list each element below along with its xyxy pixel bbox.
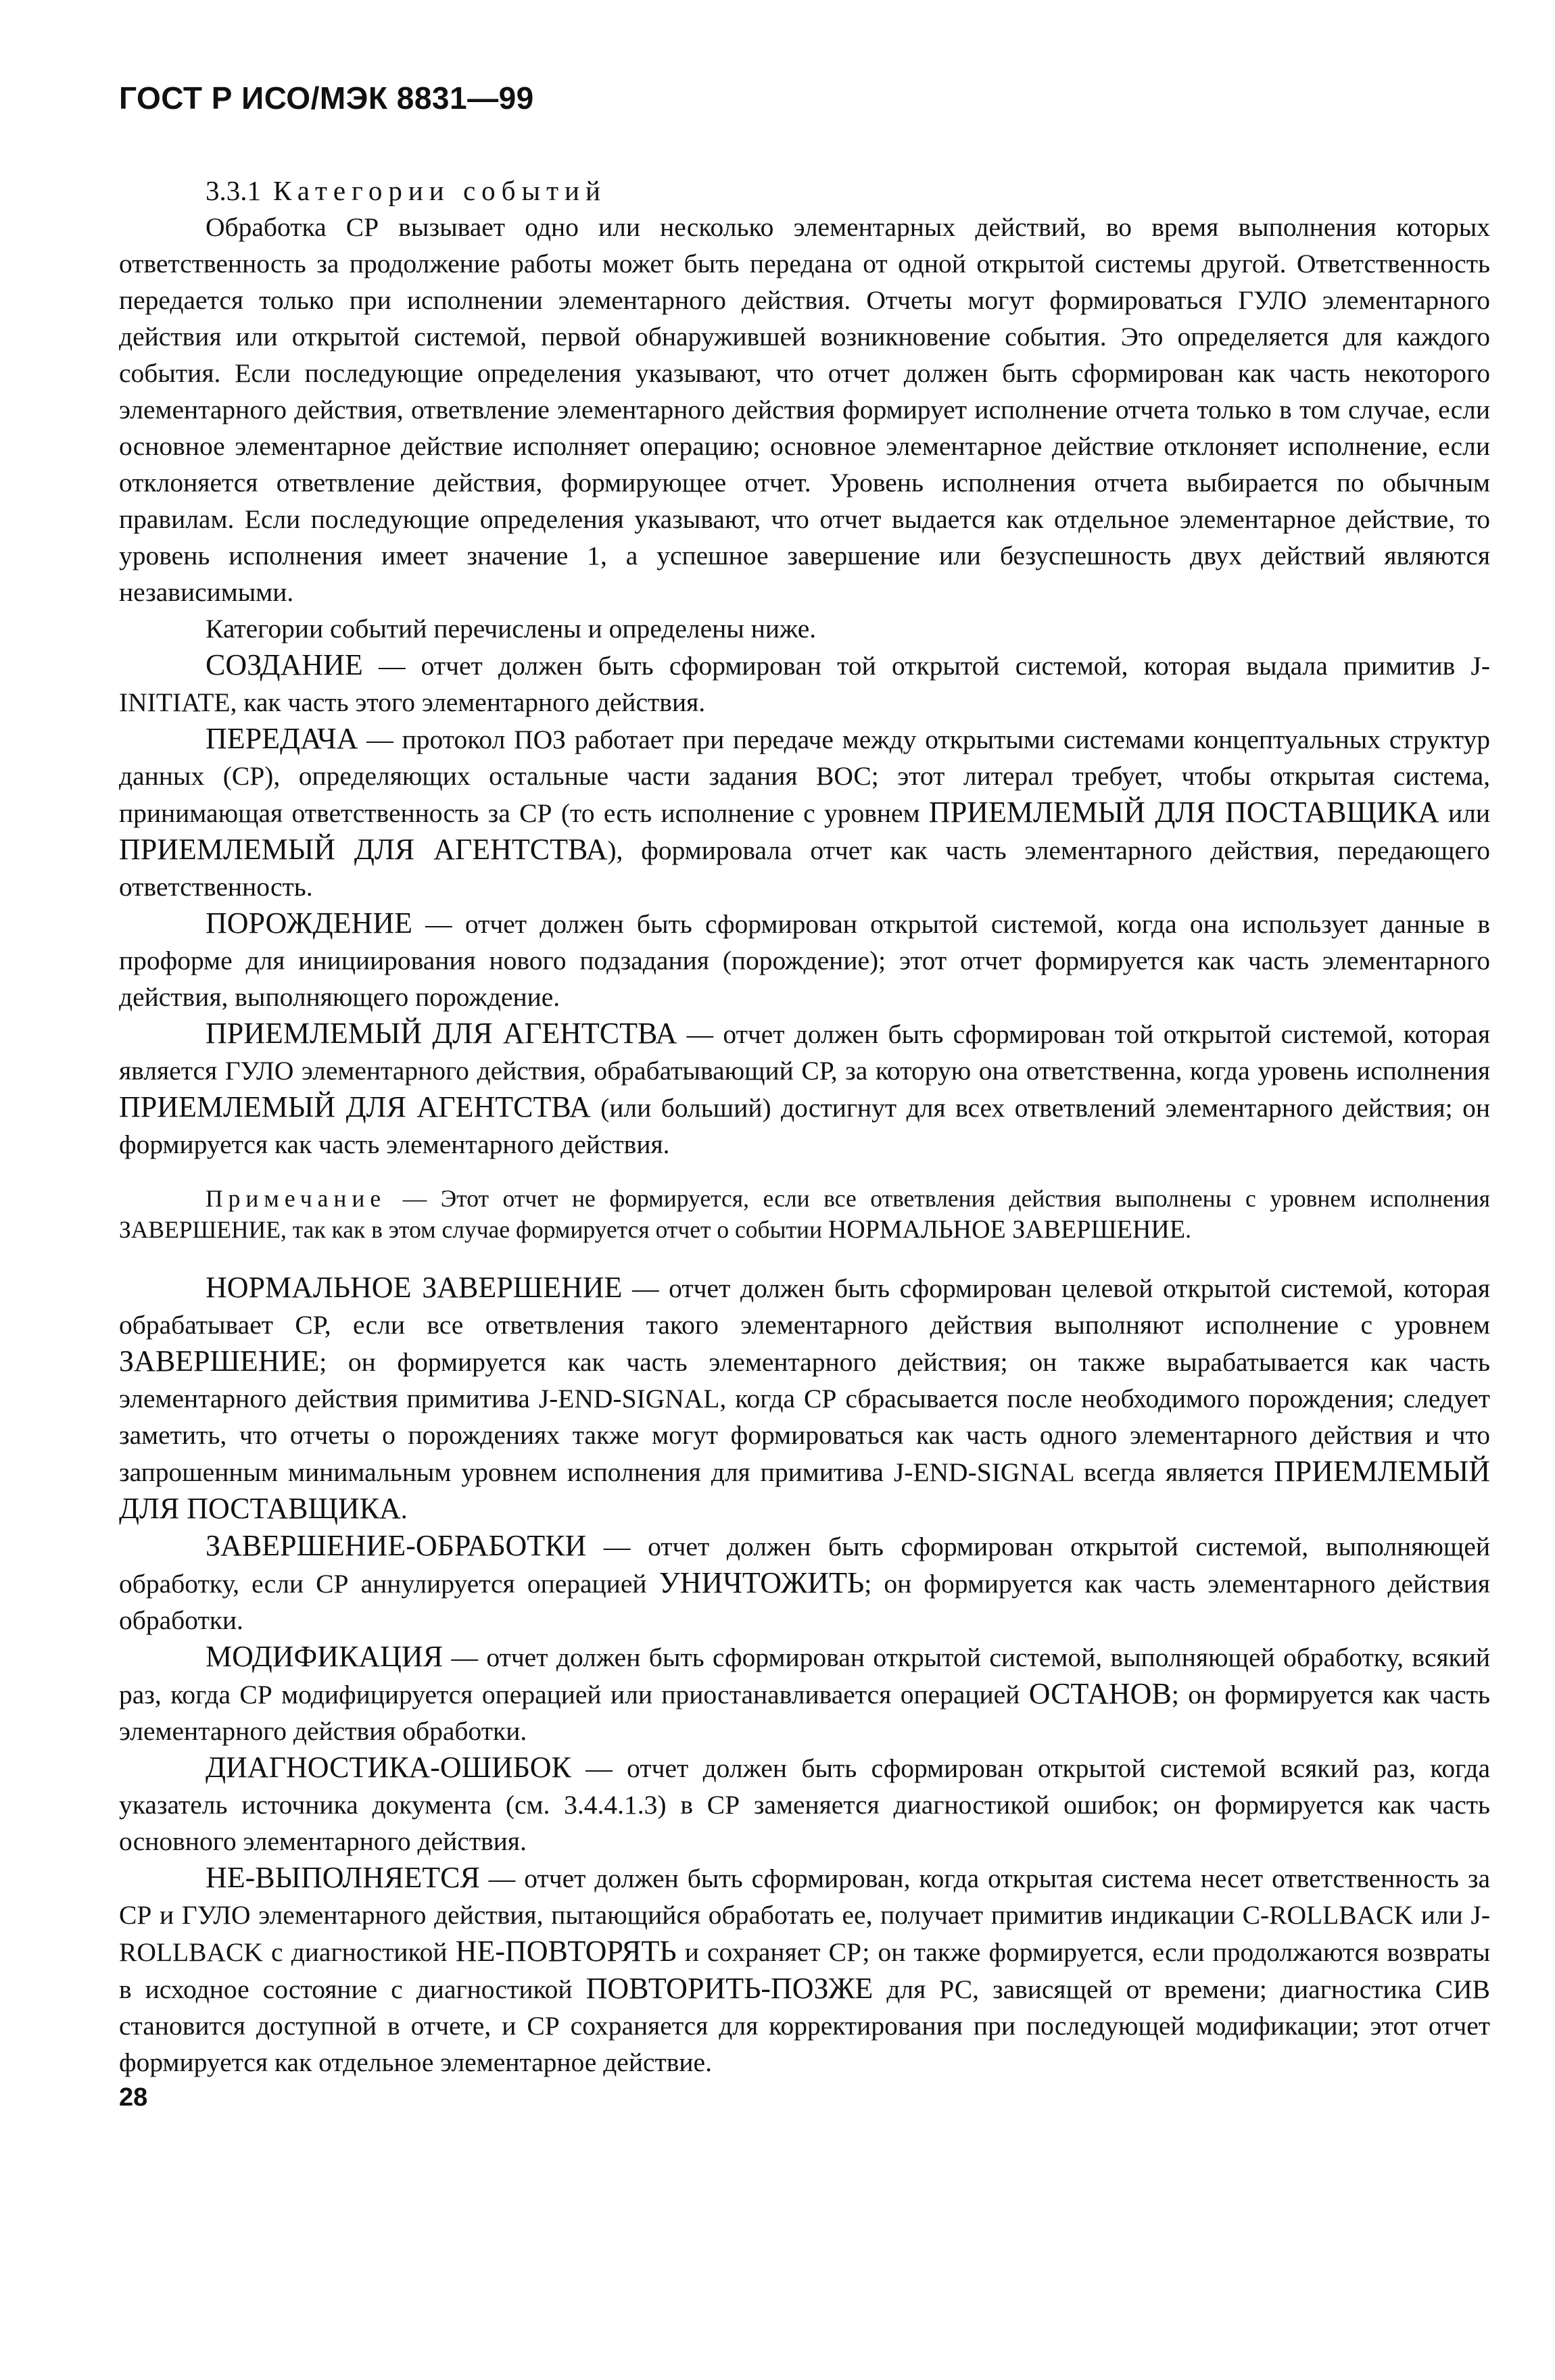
- definition-text: ), формировала отчет как часть элементарного действия, передающего ответственность.: [119, 835, 1491, 902]
- term-modifikaciya: МОДИФИКАЦИЯ: [206, 1639, 444, 1673]
- term-reference: ПРИЕМЛЕМЫЙ ДЛЯ ПОСТАВЩИКА: [928, 795, 1439, 829]
- term-reference: НЕ-ПОВТОРЯТЬ: [455, 1934, 677, 1968]
- definition-sozdanie: [119, 647, 1490, 721]
- term-reference: ОСТАНОВ: [1028, 1676, 1172, 1710]
- definition-ne-vypolnyaetsya: [119, 1860, 1490, 2081]
- note-label: Примечание: [206, 1184, 387, 1212]
- term-reference: ЗАВЕРШЕНИЕ: [119, 1344, 320, 1378]
- term-sozdanie: СОЗДАНИЕ: [206, 648, 363, 681]
- definition-text: ; он формируется как часть элементарного действия обработки.: [119, 1568, 1490, 1635]
- definition-text: — протокол ПОЗ работает при передаче между открытыми системами концептуальных структур данных (СР), определяющих остальные части задания ВОС; этот литерал требует, чтобы открытая система, принимающая ответственность за СР (то есть исполнение с уровнем: [119, 724, 1490, 828]
- note-text: — Этот отчет не формируется, если все ответвления действия выполнены с уровнем исполнения ЗАВЕРШЕНИЕ, так как в этом случае формируется отчет о событии: [119, 1184, 1490, 1243]
- definition-porozhdenie: [119, 905, 1490, 1015]
- section-heading: [119, 172, 1490, 209]
- definition-text: и сохраняет СР; он также формируется, если продолжаются возвраты в исходное состояние с диагностикой: [119, 1937, 1490, 2004]
- definition-normalnoe-zavershenie: [119, 1269, 1490, 1528]
- definition-text: ; он формируется как часть элементарного действия; он также вырабатывается как часть элементарного действия примитива J-END-SIGNAL, когда СР сбрасывается после необходимого порождения; следует заметить, что отчеты о порождениях также могут формироваться как часть одного элементарного действия и что запрошенным минимальным уровнем исполнения для примитива J-END-SIGNAL всегда является: [119, 1346, 1490, 1487]
- definition-text: ; он формируется как часть элементарного действия обработки.: [119, 1679, 1490, 1746]
- section-title: Категории событий: [273, 174, 606, 206]
- definition-priemlemy-agentstva: [119, 1015, 1490, 1163]
- definition-text: — отчет должен быть сформирован целевой открытой системой, которая обрабатывает СР, если все ответвления такого элементарного действия выполняют исполнение с уровнем: [119, 1273, 1490, 1340]
- section-number: 3.3.1: [206, 174, 261, 206]
- term-reference: ПРИЕМЛЕМЫЙ ДЛЯ АГЕНТСТВА: [119, 1090, 591, 1123]
- term-reference: ПОВТОРИТЬ-ПОЗЖЕ: [585, 1971, 874, 2005]
- definition-text: для РС, зависящей от времени; диагностика СИВ становится доступной в отчете, и СР сохраняется для корректирования при последующей модификации; этот отчет формируется как отдельное элементарное действие.: [119, 1974, 1490, 2077]
- categories-intro: Категории событий перечислены и определены ниже.: [206, 613, 817, 643]
- definition-text: .: [400, 1494, 408, 1524]
- term-porozhdenie: ПОРОЖДЕНИЕ: [206, 906, 412, 940]
- term-reference: ПРИЕМЛЕМЫЙ ДЛЯ ПОСТАВЩИКА: [119, 1454, 1490, 1525]
- definition-peredacha: [119, 721, 1490, 905]
- definition-modifikaciya: [119, 1638, 1490, 1749]
- definition-text: — отчет должен быть сформирован открытой системой, выполняющей обработку, если СР аннулируется операцией: [119, 1531, 1490, 1599]
- note-end: .: [1185, 1215, 1191, 1243]
- definition-text: или: [1439, 798, 1490, 828]
- definition-text: — отчет должен быть сформирован той открытой системой, которая является ГУЛО элементарного действия, обрабатывающий СР, за которую она ответственна, когда уровень исполнения: [119, 1019, 1490, 1086]
- intro-paragraph: Обработка СР вызывает одно или несколько элементарных действий, во время выполнения которых ответственность за продолжение работы может быть передана от одной открытой системы другой. Ответственность передается только при исполнении элементарного действия. Отчеты могут формироваться ГУЛО элементарного действия или открытой системой, первой обнаружившей возникновение события. Это определяется для каждого события. Если последующие определения указывают, что отчет должен быть сформирован как часть некоторого элементарного действия, ответвление элементарного действия формирует исполнение отчета только в том случае, если основное элементарное действие исполняет операцию; основное элементарное действие отклоняет исполнение, если отклоняется ответвление действия, формирующее отчет. Уровень исполнения отчета выбирается по обычным правилам. Если последующие определения указывают, что отчет выдается как отдельное элементарное действие, то уровень исполнения имеет значение 1, а успешное завершение или безуспешность двух действий являются независимыми.: [119, 212, 1490, 607]
- definition-text: — отчет должен быть сформирован той открытой системой, которая выдала примитив J-INITIATE, как часть этого элементарного действия.: [119, 650, 1490, 717]
- term-normalnoe-zavershenie: НОРМАЛЬНОЕ ЗАВЕРШЕНИЕ: [206, 1270, 623, 1304]
- term-ne-vypolnyaetsya: НЕ-ВЫПОЛНЯЕТСЯ: [206, 1860, 480, 1894]
- note: [119, 1183, 1490, 1245]
- definition-zavershenie-obrabotki: [119, 1528, 1490, 1638]
- term-reference: ПРИЕМЛЕМЫЙ ДЛЯ АГЕНТСТВА: [119, 832, 608, 866]
- term-reference: НОРМАЛЬНОЕ ЗАВЕРШЕНИЕ: [828, 1215, 1186, 1244]
- definition-diagnostika-oshibok: [119, 1749, 1490, 1860]
- definition-text: (или больший) достигнут для всех ответвлений элементарного действия; он формируется как часть элементарного действия.: [119, 1092, 1490, 1159]
- term-priemlemy-agentstva: ПРИЕМЛЕМЫЙ ДЛЯ АГЕНТСТВА: [206, 1016, 677, 1050]
- document-page: [119, 81, 1490, 2081]
- term-reference: УНИЧТОЖИТЬ: [659, 1565, 865, 1599]
- definition-text: — отчет должен быть сформирован открытой системой, когда она использует данные в проформе для инициирования нового подзадания (порождение); этот отчет формируется как часть элементарного действия, выполняющего порождение.: [119, 908, 1490, 1012]
- document-header: ГОСТ Р ИСО/МЭК 8831—99: [119, 80, 534, 116]
- term-peredacha: ПЕРЕДАЧА: [206, 721, 358, 755]
- page-number: 28: [119, 2083, 148, 2112]
- term-zavershenie-obrabotki: ЗАВЕРШЕНИЕ-ОБРАБОТКИ: [206, 1528, 587, 1562]
- term-diagnostika-oshibok: ДИАГНОСТИКА-ОШИБОК: [206, 1750, 571, 1784]
- definition-text: — отчет должен быть сформирован, когда открытая система несет ответственность за СР и ГУЛО элементарного действия, пытающийся обработать ее, получает примитив индикации C-ROLLBACK или J-ROLLBACK с диагностикой: [119, 1863, 1490, 1967]
- definition-text: — отчет должен быть сформирован открытой системой, выполняющей обработку, всякий раз, когда СР модифицируется операцией или приостанавливается операцией: [119, 1642, 1490, 1709]
- definition-text: — отчет должен быть сформирован открытой системой всякий раз, когда указатель источника документа (см. 3.4.4.1.3) в СР заменяется диагностикой ошибок; он формируется как часть основного элементарного действия.: [119, 1753, 1490, 1856]
